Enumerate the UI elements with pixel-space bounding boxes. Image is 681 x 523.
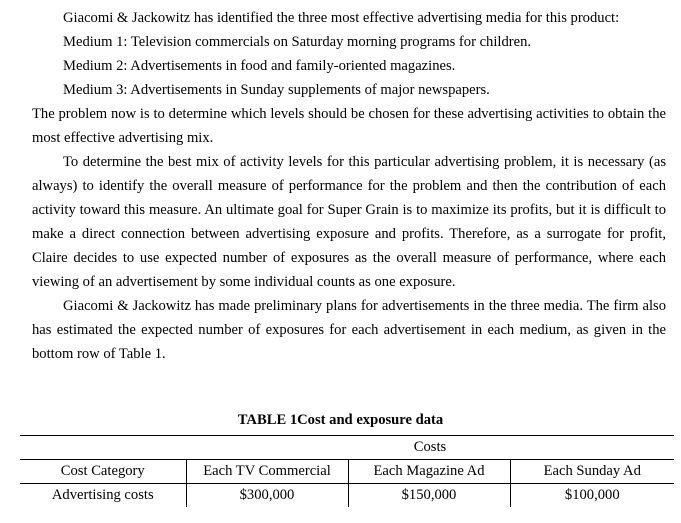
table-title: TABLE 1Cost and exposure data	[237, 412, 444, 428]
column-header-cost-category: Cost Category	[20, 460, 186, 484]
table-group-header-costs: Costs	[186, 436, 674, 460]
table-group-spacer	[20, 436, 186, 460]
cell-magazine-cost: $150,000	[348, 484, 510, 508]
paragraph-plans: Giacomi & Jackowitz has made preliminary plans for advertisements in the three media. The firm also has estimated the expected number of exposures for each advertisement in each medium, as given in the bottom row of Table 1.	[32, 298, 666, 362]
medium-1-item: Medium 1: Television commercials on Saturday morning programs for children.	[63, 34, 532, 50]
paragraph-measure: To determine the best mix of activity levels for this particular advertising problem, it is necessary (as always) to identify the overall measure of performance for the problem and then the contribution of each activity toward this measure. An ultimate goal for Super Grain is to maximize its profits, but it is difficult to make a direct connection between advertising exposure and profits. Therefore, as a surrogate for profit, Claire decides to use expected number of exposures as the overall measure of performance, where each viewing of an advertisement by some individual counts as one exposure.	[32, 154, 666, 290]
paragraph-intro: Giacomi & Jackowitz has identified the three most effective advertising media for this product:	[63, 10, 620, 26]
table-group-header-row	[20, 436, 674, 460]
table-row	[20, 484, 674, 508]
document-body	[32, 6, 666, 366]
column-header-tv: Each TV Commercial	[186, 460, 348, 484]
cell-sunday-cost: $100,000	[510, 484, 674, 508]
column-header-magazine: Each Magazine Ad	[348, 460, 510, 484]
cell-tv-cost: $300,000	[186, 484, 348, 508]
table-header-row	[20, 460, 674, 484]
row-label-advertising-costs: Advertising costs	[51, 487, 154, 503]
medium-2-item: Medium 2: Advertisements in food and family-oriented magazines.	[63, 58, 456, 74]
paragraph-problem: The problem now is to determine which levels should be chosen for these advertising activities to obtain the most effective advertising mix.	[32, 106, 666, 146]
column-header-sunday: Each Sunday Ad	[510, 460, 674, 484]
cost-exposure-table	[20, 435, 674, 507]
medium-3-item: Medium 3: Advertisements in Sunday supplements of major newspapers.	[63, 82, 490, 98]
